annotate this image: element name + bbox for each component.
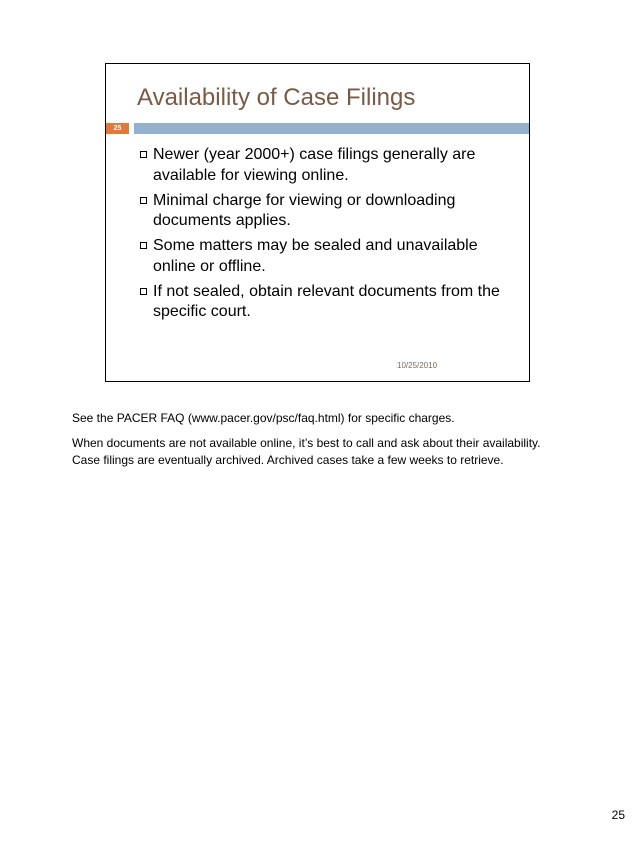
notes-paragraph: See the PACER FAQ (www.pacer.gov/psc/faq.html) for specific charges. <box>72 411 455 425</box>
slide-bullet <box>136 282 516 323</box>
square-bullet-icon <box>140 151 147 158</box>
slide-title: Availability of Case Filings <box>137 84 416 111</box>
square-bullet-icon <box>140 197 147 204</box>
square-bullet-icon <box>140 288 147 295</box>
slide-number-badge: 25 <box>106 123 129 134</box>
slide-bullet <box>136 191 516 232</box>
slide-bullet-text: Some matters may be sealed and unavailable online or offline. <box>153 237 478 275</box>
slide-bullet-text: Newer (year 2000+) case filings generally are available for viewing online. <box>153 146 476 184</box>
notes-paragraph: When documents are not available online, it’s best to call and ask about their availability. Case filings are eventually archived. Archived cases take a few weeks to retrieve. <box>72 436 541 467</box>
slide-bullet <box>136 145 516 186</box>
slide-thumbnail <box>105 63 530 382</box>
page-number: 25 <box>611 808 625 822</box>
speaker-notes <box>72 410 568 477</box>
slide-bullet-text: Minimal charge for viewing or downloading documents applies. <box>153 191 456 229</box>
slide-title-band <box>134 123 529 134</box>
slide-date: 10/25/2010 <box>397 361 438 370</box>
slide-bullet <box>136 236 516 277</box>
square-bullet-icon <box>140 242 147 249</box>
slide-bullet-text: If not sealed, obtain relevant documents from the specific court. <box>153 282 500 320</box>
slide-bullet-list <box>136 145 516 327</box>
